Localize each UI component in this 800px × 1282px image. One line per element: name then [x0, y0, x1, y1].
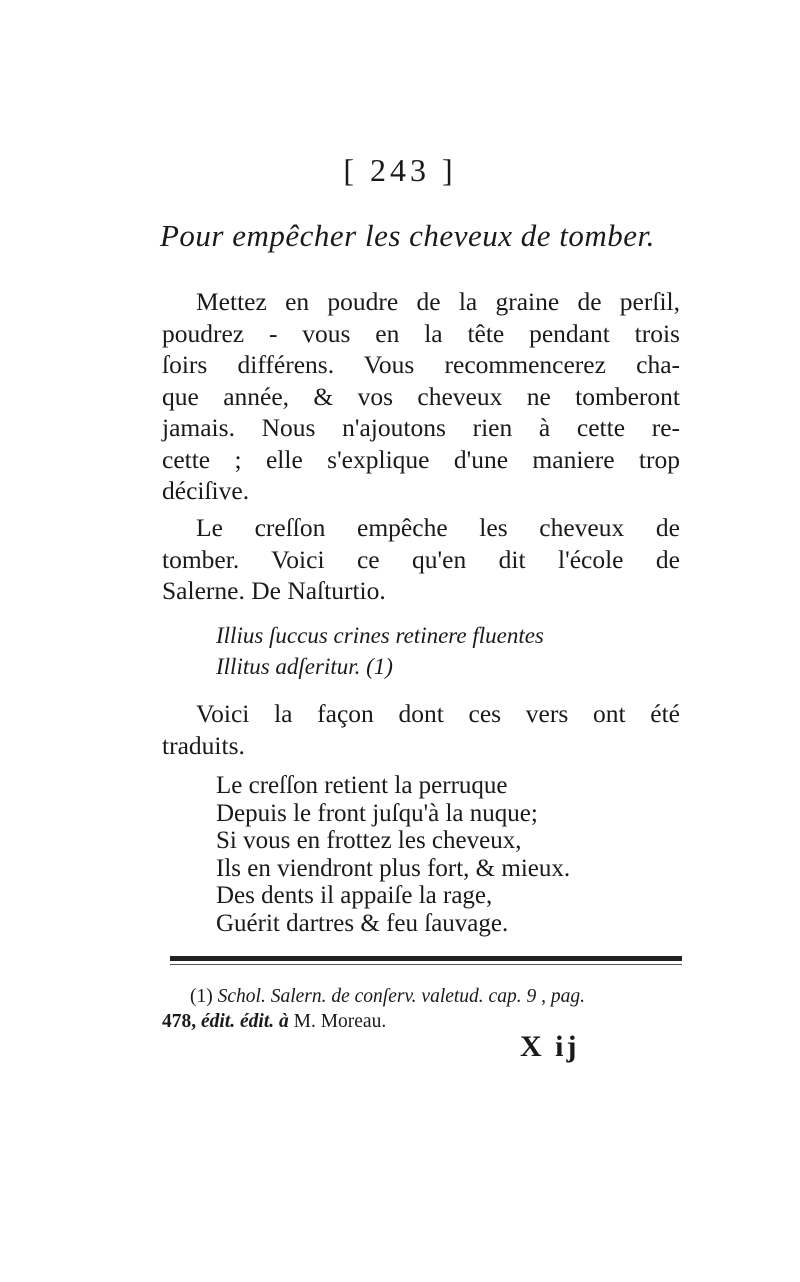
paragraph-line: cette ; elle s'explique d'une maniere trop [162, 444, 680, 474]
french-verse-line: Le creſſon retient la perruque [216, 772, 508, 799]
latin-verse-line: Illius ſuccus crines retinere fluentes [216, 623, 544, 648]
paragraph-line: poudrez - vous en la tête pendant trois [162, 318, 680, 348]
paragraph-line: traduits. [162, 730, 245, 760]
section-title: Pour empêcher les cheveux de tomber. [160, 218, 655, 253]
paragraph-parsley [162, 286, 680, 507]
paragraph-line: Voici la façon dont ces vers ont été [196, 699, 680, 728]
french-verse-line: Guérit dartres & feu ſauvage. [216, 909, 509, 937]
paragraph-line: Mettez en poudre de la graine de perſil, [196, 287, 680, 316]
footnote-line [162, 1009, 682, 1034]
signature-mark: X ij [520, 1030, 580, 1063]
french-verse [216, 772, 570, 937]
paragraph-line: Salerne. De Naſturtio. [162, 576, 386, 605]
paragraph-line: ſoirs différens. Vous recommencerez cha- [162, 350, 680, 379]
footnote-rule [170, 956, 682, 961]
footnote-author: M. Moreau. [293, 1011, 387, 1032]
paragraph-line: tomber. Voici ce qu'en dit l'école de [162, 544, 680, 574]
footnote-edition: édit. édit. à [201, 1011, 289, 1032]
footnote-number: (1) [190, 986, 213, 1007]
paragraph-line: déciſive. [162, 476, 250, 505]
latin-verse-line: Illitus adſeritur. (1) [216, 654, 393, 679]
french-verse-line: Ils en viendront plus fort, & mieux. [216, 854, 571, 882]
latin-verse [216, 620, 544, 682]
footnote-line [162, 984, 682, 1009]
page-number: [ 243 ] [343, 152, 457, 188]
footnote-page: 478, [162, 1011, 197, 1032]
paragraph-line: que année, & vos cheveux ne tomberont [162, 381, 680, 411]
paragraph-translation-intro [162, 698, 680, 761]
paragraph-cress [162, 512, 680, 607]
french-verse-line: Si vous en frottez les cheveux, [216, 827, 522, 854]
paragraph-line: Le creſſon empêche les cheveux de [196, 513, 680, 542]
paragraph-line: jamais. Nous n'ajoutons rien à cette re- [162, 413, 680, 442]
footnote [162, 984, 682, 1034]
footnote-citation: Schol. Salern. de conſerv. valetud. cap. 9 , pag. [217, 986, 585, 1007]
french-verse-line: Depuis le front juſqu'à la nuque; [216, 799, 538, 827]
french-verse-line: Des dents il appaiſe la rage, [216, 882, 493, 909]
